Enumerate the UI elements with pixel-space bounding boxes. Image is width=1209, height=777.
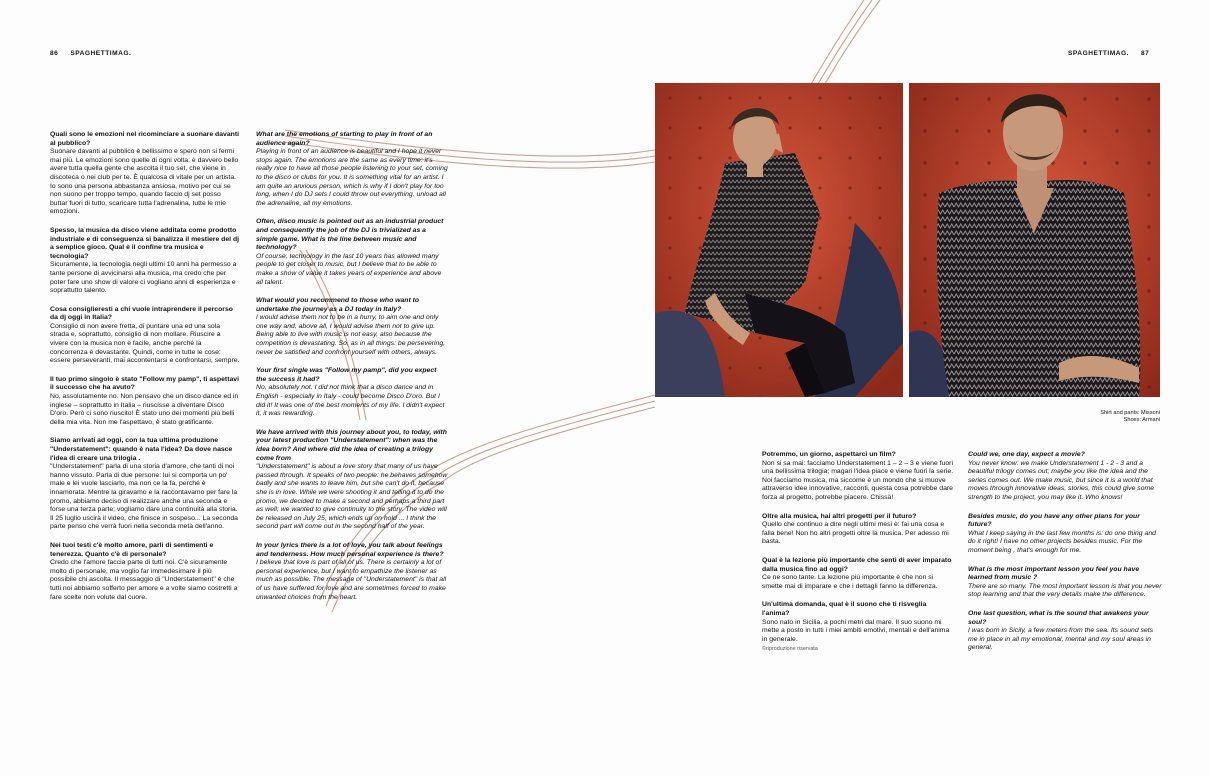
qa-block bbox=[256, 131, 448, 208]
qa-block bbox=[968, 566, 1162, 600]
question-text: What would you recommend to those who want to undertake the journey as a DJ today in Italy? bbox=[256, 297, 420, 313]
qa-block bbox=[762, 601, 954, 654]
question-text: Cosa consiglieresti a chi vuole intraprendere il percorso da dj oggi in Italia? bbox=[50, 305, 233, 322]
qa-block bbox=[256, 429, 448, 532]
question-text: Quali sono le emozioni nel ricominciare a suonare davanti al pubblico? bbox=[50, 131, 240, 147]
answer-text: No, absolutely not. I did not think that a disco dance and in English - especially in Italy - could become Disco D'oro. But I did it! It was one of the best moments of my life. I didn't expect it, it was rewarding. bbox=[256, 384, 445, 418]
qa-block bbox=[50, 542, 240, 602]
question-text: What are the emotions of starting to play in front of an audience again? bbox=[256, 131, 433, 147]
answer-text: I believe that love is part of all of us. There is certainly a lot of personal experience, but I want to empathize the listener as much as possible. The message of "Understatement" is that all of us have suffered for love and are sometimes forced to make unwanted choices from the heart. bbox=[256, 559, 447, 601]
answer-text: Playing in front of an audience is beautiful and I hope it never stops again. The emotions are the same as every time: it's really nice to have all those people listening to your set, coming to the disco or clubs for you. It is something vital for an artist. I am quite an anxious person, which is why if I don't play for too long, when I do DJ sets I could throw out everything, unload all the adrenaline, all my emotions. bbox=[256, 148, 448, 207]
answer-text: I would advise them not to be in a hurry, to aim one and only one way and, above all, I would advise them not to give up. Being able to live with music is not easy, also because the competition is devastating. So, as in all things: be persevering, never be satisfied and confront yourself with others, always. bbox=[256, 314, 446, 356]
text-column-italian-2 bbox=[762, 451, 954, 664]
question-text: What is the most important lesson you feel you have learned from music ? bbox=[968, 565, 1140, 582]
portrait-photo-icon bbox=[655, 83, 903, 397]
portrait-photo-icon bbox=[909, 83, 1160, 397]
answer-text: Quello che continuo a dire negli ultimi mesi è: fai una cosa e falla bene! Non ho altri progetti oltre la musica. Per adesso mi basta. bbox=[762, 521, 949, 546]
question-text: Qual è la lezione più importante che senti di aver imparato dalla musica fino ad oggi? bbox=[762, 556, 952, 573]
qa-block bbox=[256, 367, 448, 419]
question-text: Could we, one day, expect a movie? bbox=[968, 451, 1085, 458]
answer-text: Suonare davanti al pubblico è bellissimo e spero non si fermi mai più. Le emozioni sono quelle di ogni volta: è davvero bello avere tutta quella gente che ascolta il tuo set, che viene in discoteca o nei club per te. È qualcosa di vitale per un artista. Io sono una persona abbastanza ansiosa, motivo per cui se non suono per troppo tempo, quando faccio dj set posso buttar fuori di tutto, scaricare tutta l'adrenalina, tutte le mie emozioni. bbox=[50, 148, 239, 216]
copyright-note: ©riproduzione riservata bbox=[762, 646, 818, 653]
brand-left: SPAGHETTIMAG. bbox=[70, 50, 132, 57]
page-header-right bbox=[1068, 50, 1149, 57]
question-text: Your first single was "Follow my pamp", did you expect the success it had? bbox=[256, 367, 437, 383]
answer-text: Credo che l'amore faccia parte di tutti noi. C'è sicuramente molto di personale, ma voglio far immedesimare il più possibile chi ascolta. Il messaggio di "Understatement" è che tutti noi abbiamo sofferto per amore e a volte siamo costretti a fare scelte non volute dal cuore. bbox=[50, 559, 238, 601]
question-text: Spesso, la musica da disco viene additata come prodotto industriale e di conseguenza si banalizza il mestiere del dj a semplice gioco. Qual è il confine tra musica e tecnologia? bbox=[50, 226, 240, 260]
question-text: Often, disco music is pointed out as an industrial product and consequently the job of the DJ is trivialized as a simple game. What is the line between music and technology? bbox=[256, 218, 444, 252]
answer-text: What I keep saying in the last few months is: do one thing and do it right! I have no other projects besides music. For the moment being , that's enough for me. bbox=[968, 529, 1156, 554]
answer-text: Ce ne sono tante. La lezione più importante è che non si smette mai di imparare e che i dettagli fanno la differenza. bbox=[762, 574, 938, 590]
qa-block bbox=[762, 557, 954, 591]
answer-text: "Understatement" is about a love story that many of us have passed through. It speaks of two people: he behaves somehow badly and she wants to leave him, but she can't do it, because she is in love. While we were shooting it and telling it to do the promo, we decided to make a second and perhaps a third part as well; we wanted to give continuity to the story. The video will be released on July 25, which ends up on hold ... I think the second part will come out in the second half of the year. bbox=[256, 463, 448, 531]
brand-right: SPAGHETTIMAG. bbox=[1068, 50, 1129, 57]
page-number-right: 87 bbox=[1140, 50, 1150, 57]
text-column-english-1 bbox=[256, 131, 448, 612]
answer-text: Non si sa mai: facciamo Understatement 1 – 2 – 3 e viene fuori una bellissima trilogia; magari l'idea piace e viene fuori la serie. Noi facciamo musica, ma siccome è un mondo che si muove attraverso idee innovative, racconti, questa cosa potrebbe dare forza al progetto, potrebbe piacere. Chissà! bbox=[762, 459, 954, 501]
qa-block bbox=[256, 297, 448, 357]
page-number-left: 86 bbox=[50, 50, 59, 57]
qa-block bbox=[762, 513, 954, 547]
answer-text: Sicuramente, la tecnologia negli ultimi 10 anni ha permesso a tante persone di avvicinarsi alla musica, ma credo che per poter fare uno show di valore ci vogliano anni di esperienza e soprattutto talento. bbox=[50, 261, 237, 295]
question-text: One last question, what is the sound that awakens your soul? bbox=[968, 609, 1149, 626]
qa-block bbox=[50, 131, 240, 217]
credit-line-1: Shirt and pants: Missoni bbox=[1100, 410, 1160, 416]
qa-block bbox=[50, 306, 240, 366]
page-header-left bbox=[50, 50, 131, 57]
photo-dj-seated bbox=[655, 83, 903, 397]
text-column-english-2 bbox=[968, 451, 1162, 663]
question-text: Siamo arrivati ad oggi, con la tua ultima produzione "Understatement": quando è nata l'idea? Da dove nasce l'idea di creare una trilogia . bbox=[50, 437, 233, 462]
qa-block bbox=[256, 542, 448, 602]
fashion-credit bbox=[1070, 410, 1160, 424]
question-text: We have arrived with this journey about you, to today, with your latest production "Understatement": when was the idea born? And where did the idea of creating a trilogy come from bbox=[256, 428, 447, 462]
answer-text: You never know: we make Understatement 1 - 2 - 3 and a beautiful trilogy comes out; maybe you like the idea and the series comes out. We make music, but since it is a world that moves through innovative ideas, stories, this could give some strength to the project, you may like it. Who knows! bbox=[968, 459, 1155, 501]
qa-block bbox=[50, 227, 240, 296]
qa-block bbox=[256, 218, 448, 287]
question-text: Potremmo, un giorno, aspettarci un film? bbox=[762, 451, 896, 458]
answer-text: Sono nato in Sicilia, a pochi metri dal mare. Il suo suono mi mette a posto in tutti i miei ambiti emotivi, mentali e dell'anima in generale. bbox=[762, 618, 950, 643]
credit-line-2: Shoes: Armani bbox=[1123, 417, 1160, 423]
qa-block bbox=[50, 437, 240, 532]
qa-block bbox=[968, 610, 1162, 653]
question-text: Il tuo primo singolo è stato "Follow my pamp", ti aspettavi il successo che ha avuto? bbox=[50, 375, 240, 392]
answer-text: Consiglio di non avere fretta, di puntare una ed una sola strada e, soprattutto, consiglio di non mollare. Riuscire a vivere con la musica non è facile, anche perché la concorrenza è devastante. Quindi, come in tutte le cose: essere perseveranti, mai accontentarsi e confrontarsi, sempre. bbox=[50, 322, 240, 365]
question-text: Besides music, do you have any other plans for your future? bbox=[968, 512, 1140, 529]
question-text: In your lyrics there is a lot of love, you talk about feelings and tenderness. How much personal experience is there? bbox=[256, 541, 444, 558]
question-text: Nei tuoi testi c'è molto amore, parli di sentimenti e tenerezza. Quanto c'è di personale? bbox=[50, 541, 214, 558]
qa-block bbox=[50, 376, 240, 428]
photo-dj-closeup bbox=[909, 83, 1160, 397]
qa-block bbox=[968, 513, 1162, 556]
text-column-italian-1 bbox=[50, 131, 240, 612]
qa-block bbox=[968, 451, 1162, 503]
question-text: Oltre alla musica, hai altri progetti per il futuro? bbox=[762, 512, 917, 520]
answer-text: Of course, technology in the last 10 years has allowed many people to get closer to music, but I believe that to be able to make a show of value it takes years of experience and above all talent. bbox=[256, 252, 442, 286]
answer-text: There are so many. The most important lesson is that you never stop learning and that the very details make the difference. bbox=[968, 582, 1162, 599]
answer-text: "Understatement" parla di una storia d'amore, che tanti di noi hanno vissuto. Parla di due persone: lui si comporta un po' male e lei vuole lasciarlo, ma non ce la fa, perché è innamorata. Mentre la giravamo e la raccontavamo per fare la promo, abbiamo deciso di realizzare anche una seconda e forse una terza parte; vogliamo dare una continuità alla storia. Il 25 luglio uscirà il video, che finisce in sospeso... La seconda parte penso che verrà fuori nella seconda metà dell'anno. bbox=[50, 463, 238, 531]
answer-text: I was born in Sicily, a few meters from the sea. Its sound sets me in place in all my emotional, mental and my soul areas in general. bbox=[968, 627, 1154, 652]
question-text: Un'ultima domanda, qual è il suono che ti risveglia l'anima? bbox=[762, 601, 927, 617]
answer-text: No, assolutamente no. Non pensavo che un disco dance ed in inglese – soprattutto in Italia – riuscisse a diventare Disco D'oro. Però ci sono riuscito! È stato uno dei momenti più belli della mia vita. Non me l'aspettavo, è stato gratificante. bbox=[50, 393, 239, 426]
qa-block bbox=[762, 451, 954, 503]
